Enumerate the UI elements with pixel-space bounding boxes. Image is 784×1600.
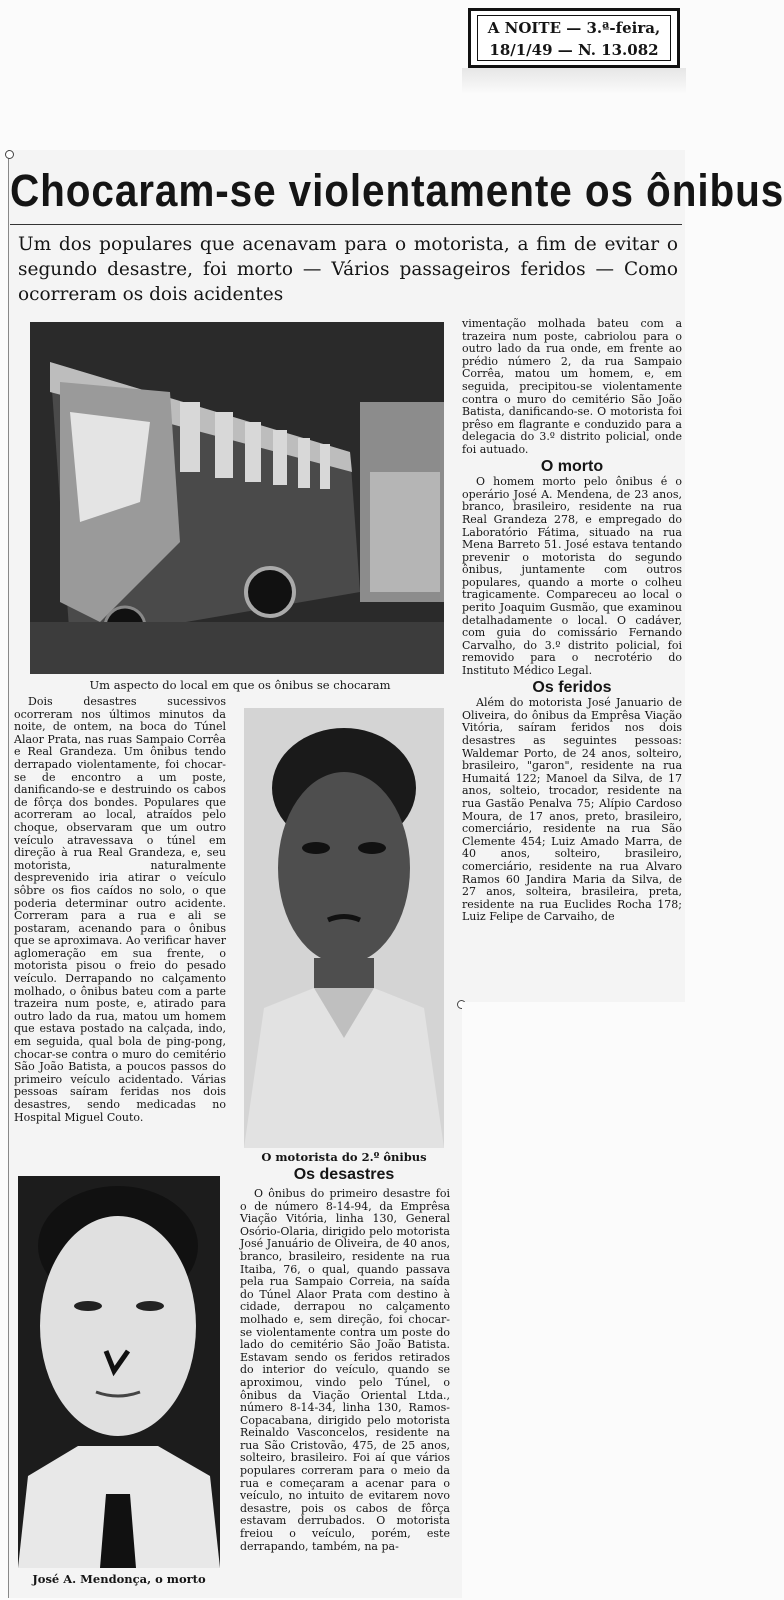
- morto-paragraph: O homem morto pelo ônibus é o operário José A. Mendena, de 23 anos, branco, brasileiro, residente na rua Real Grandeza 278, e empregado do Laboratório Fátima, situado na rua Mena Barreto 51. José estava tentando prevenir o motorista do segundo ônibus, juntamente com outros populares, quando a morte o colheu tragicamente. Compareceu ao local o perito Joaquim Gusmão, que examinou detalhadamente o local. O cadáver, com guia do comissário Fernando Carvalho, do 3.º distrito policial, foi removido para o necrotério do Instituto Médico Legal.: [462, 475, 682, 678]
- driver-portrait-photo: [244, 708, 444, 1148]
- pin-hole: [5, 150, 14, 159]
- feridos-paragraph: Além do motorista José Januario de Oliveira, do ônibus da Emprêsa Viação Vitória, saíram feridos nos dois desastres as seguintes pessoas: Waldemar Porto, de 24 anos, solteiro, brasileiro, "garon", residente na rua Humaitá 122; Manoel da Silva, de 17 anos, solteio, trocador, residente na rua Gastão Penalva 75; Alípio Cardoso Moura, de 17 anos, preto, brasileiro, comerciário, residente na rua São Clemente 454; Luiz Amado Marra, de 40 anos, solteiro, brasileiro, comerciário, residente na rua Alvaro Ramos 60 Jandira Maria da Silva, de 27 anos, solteira, brasileira, preta, residente na rua Euclides Rocha 178; Luiz Felipe de Carvaiho, de: [462, 696, 682, 924]
- section-heading-morto: O morto: [540, 457, 604, 475]
- section-heading-desastres: Os desastres: [293, 1166, 395, 1183]
- bus-crash-photo: [30, 322, 444, 674]
- right-column-text: [462, 318, 682, 924]
- masthead-line-1: A NOITE — 3.ª-feira,: [487, 19, 661, 37]
- subheadline: Um dos populares que acenavam para o motorista, a fim de evitar o segundo desastre, foi morto — Vários passageiros feridos — Como ocorreram os dois acidentes: [18, 234, 678, 305]
- masthead-shadow: [462, 68, 686, 94]
- headline-rule: [10, 224, 682, 225]
- left-column-text: [14, 696, 226, 1124]
- victim-photo-caption: José A. Mendonça, o morto: [32, 1572, 206, 1586]
- driver-photo-caption: O motorista do 2.º ônibus: [261, 1150, 427, 1164]
- headline: Chocaram-se violentamente os ônibus: [10, 165, 784, 216]
- desastres-text: [240, 1188, 450, 1553]
- victim-portrait-photo: [18, 1176, 220, 1568]
- masthead-line-2: 18/1/49 — N. 13.082: [489, 41, 659, 59]
- blank-paper-area: [462, 1002, 688, 1600]
- intro-paragraph: Dois desastres sucessivos ocorreram nos últimos minutos da noite, de ontem, na boca do Túnel Alaor Prata, nas ruas Sampaio Corrêa e Real Grandeza. Um ônibus tendo derrapado violentamente, foi chocar-se de encontro a um poste, danificando-se e destruindo os cabos de fôrça dos bondes. Populares que acorreram ao local, atraídos pelo choque, observaram que um outro veículo atravessava o túnel em direção à rua Real Grandeza, e, seu motorista, naturalmente desprevenido iria atirar o veículo sôbre os fios caídos no solo, o que poderia determinar outro acidente. Correram para a rua e ali se postaram, acenando para o ônibus que se aproximava. Ao verificar haver aglomeração em sua frente, o motorista pisou o freio do pesado veículo. Derrapando no calçamento molhado, o ônibus bateu com a parte trazeira num poste, e, atirado para outro lado da rua, matou um homem que estava postado na calçada, indo, em seguida, qual bola de ping-pong, chocar-se contra o muro do cemitério São João Batista, a poucos passos do primeiro veículo acidentado. Várias pessoas saíram feridas nos dois desastres, sendo medicadas no Hospital Miguel Couto.: [14, 695, 226, 1124]
- masthead-box: [468, 8, 680, 68]
- continuation-paragraph: vimentação molhada bateu com a trazeira num poste, cabriolou para o outro lado da rua onde, em frente ao prédio número 2, da rua Sampaio Corrêa, matou um homem, e, em seguida, precipitou-se violentamente contra o muro do cemitério São João Batista, danificando-se. O motorista foi prêso em flagrante e conduzido para a delegacia do 3.º distrito policial, onde foi autuado.: [462, 317, 682, 456]
- desastres-paragraph: O ônibus do primeiro desastre foi o de número 8-14-94, da Emprêsa Viação Vitória, linha 130, General Osório-Olaria, dirigido pelo motorista José Januário de Oliveira, de 40 anos, branco, brasileiro, residente na rua Itaiba, 76, o qual, quando passava pela rua Sampaio Correia, na saída do Túnel Alaor Prata com destino à cidade, derrapou no calçamento molhado e, sem direção, foi chocar-se violentamente contra um poste do lado do cemitério São João Batista. Estavam sendo os feridos retirados do interior do veículo, quando se aproximou, vindo pelo Túnel, o ônibus da Viação Oriental Ltda., número 8-14-34, linha 130, Ramos-Copacabana, dirigido pelo motorista Reinaldo Vasconcelos, residente na rua São Cristovão, 475, de 25 anos, solteiro, brasileiro. Foi aí que vários populares correram para o meio da rua e começaram a acenar para o veículo, no intuito de evitarem novo desastre, pois os cabos de fôrça estavam derrubados. O motorista freiou o veículo, porém, este derrapando, também, na pa-: [240, 1187, 450, 1553]
- section-heading-feridos: Os feridos: [532, 678, 612, 696]
- bus-photo-caption: Um aspecto do local em que os ônibus se chocaram: [89, 678, 391, 692]
